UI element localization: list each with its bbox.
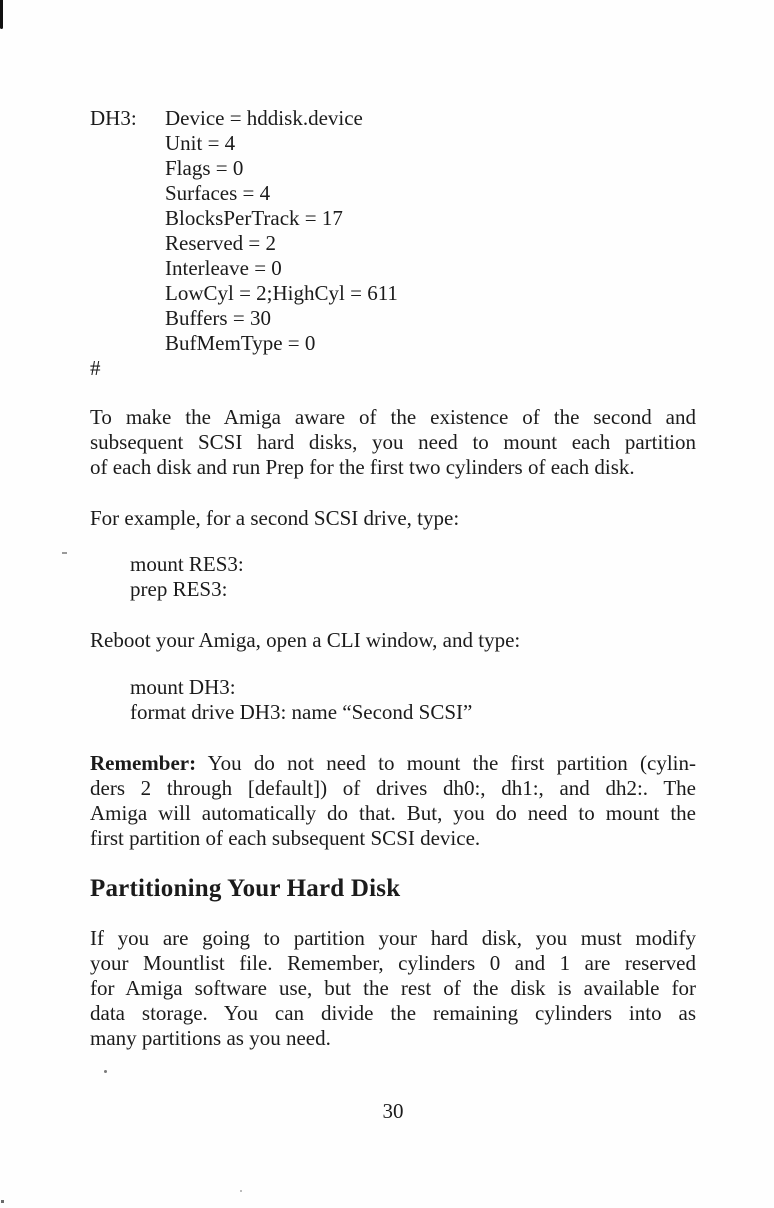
paragraph-line: many partitions as you need. <box>90 1026 331 1050</box>
paragraph-line: first partition of each subsequent SCSI device. <box>90 826 481 850</box>
mountlist-entry: BlocksPerTrack = 17 <box>165 206 343 230</box>
intro-paragraph <box>90 405 696 480</box>
example-command-block <box>130 552 696 602</box>
paragraph-line: To make the Amiga aware of the existence of the second and <box>90 405 696 429</box>
mountlist-entry: Surfaces = 4 <box>165 181 271 205</box>
page-content <box>90 106 696 1124</box>
paragraph-line: your Mountlist file. Remember, cylinders 0 and 1 are reserved <box>90 951 696 975</box>
mountlist-entries <box>165 106 696 356</box>
mountlist-entry: Device = hddisk.device <box>165 106 363 130</box>
mountlist-device-label: DH3: <box>90 106 137 130</box>
paragraph-line: data storage. You can divide the remaining cylinders into as <box>90 1001 696 1025</box>
remember-first-line <box>90 751 696 776</box>
page-number: 30 <box>382 1099 404 1123</box>
remember-lines <box>90 776 696 851</box>
mountlist-entry: BufMemType = 0 <box>165 331 316 355</box>
reboot-command-block <box>130 675 696 725</box>
command-line: mount DH3: <box>130 675 236 699</box>
command-line: mount RES3: <box>130 552 244 576</box>
section-paragraph <box>90 926 696 1051</box>
mountlist-entry: Flags = 0 <box>165 156 244 180</box>
example-lead: For example, for a second SCSI drive, type: <box>90 506 460 530</box>
paragraph-line: If you are going to partition your hard disk, you must modify <box>90 926 696 950</box>
section-heading: Partitioning Your Hard Disk <box>90 875 401 902</box>
remember-label: Remember: <box>90 751 197 775</box>
paragraph-line: ders 2 through [default]) of drives dh0:, dh1:, and dh2:. The <box>90 776 696 800</box>
paragraph-line: Amiga will automatically do that. But, you do need to mount the <box>90 801 696 825</box>
mountlist-entry: Unit = 4 <box>165 131 236 155</box>
mountlist-entry-block <box>90 106 696 356</box>
paragraph-line: of each disk and run Prep for the first two cylinders of each disk. <box>90 455 635 479</box>
scan-artifact-speck <box>240 1190 242 1192</box>
scan-artifact-corner-speck <box>1 1200 4 1203</box>
mountlist-entry: LowCyl = 2;HighCyl = 611 <box>165 281 398 305</box>
mountlist-entry: Interleave = 0 <box>165 256 282 280</box>
command-line: prep RES3: <box>130 577 228 601</box>
mountlist-entry: Buffers = 30 <box>165 306 271 330</box>
remember-paragraph <box>90 751 696 851</box>
paragraph-line: subsequent SCSI hard disks, you need to mount each partition <box>90 430 696 454</box>
scan-artifact-top-edge-line <box>0 0 3 29</box>
mountlist-terminator: # <box>90 356 101 380</box>
scan-artifact-dash <box>62 552 67 554</box>
paragraph-line: for Amiga software use, but the rest of the disk is available for <box>90 976 696 1000</box>
remember-first-line-rest: You do not need to mount the first partition (cylin- <box>196 751 696 775</box>
reboot-lead: Reboot your Amiga, open a CLI window, and type: <box>90 628 521 652</box>
command-line: format drive DH3: name “Second SCSI” <box>130 700 473 724</box>
mountlist-entry: Reserved = 2 <box>165 231 276 255</box>
